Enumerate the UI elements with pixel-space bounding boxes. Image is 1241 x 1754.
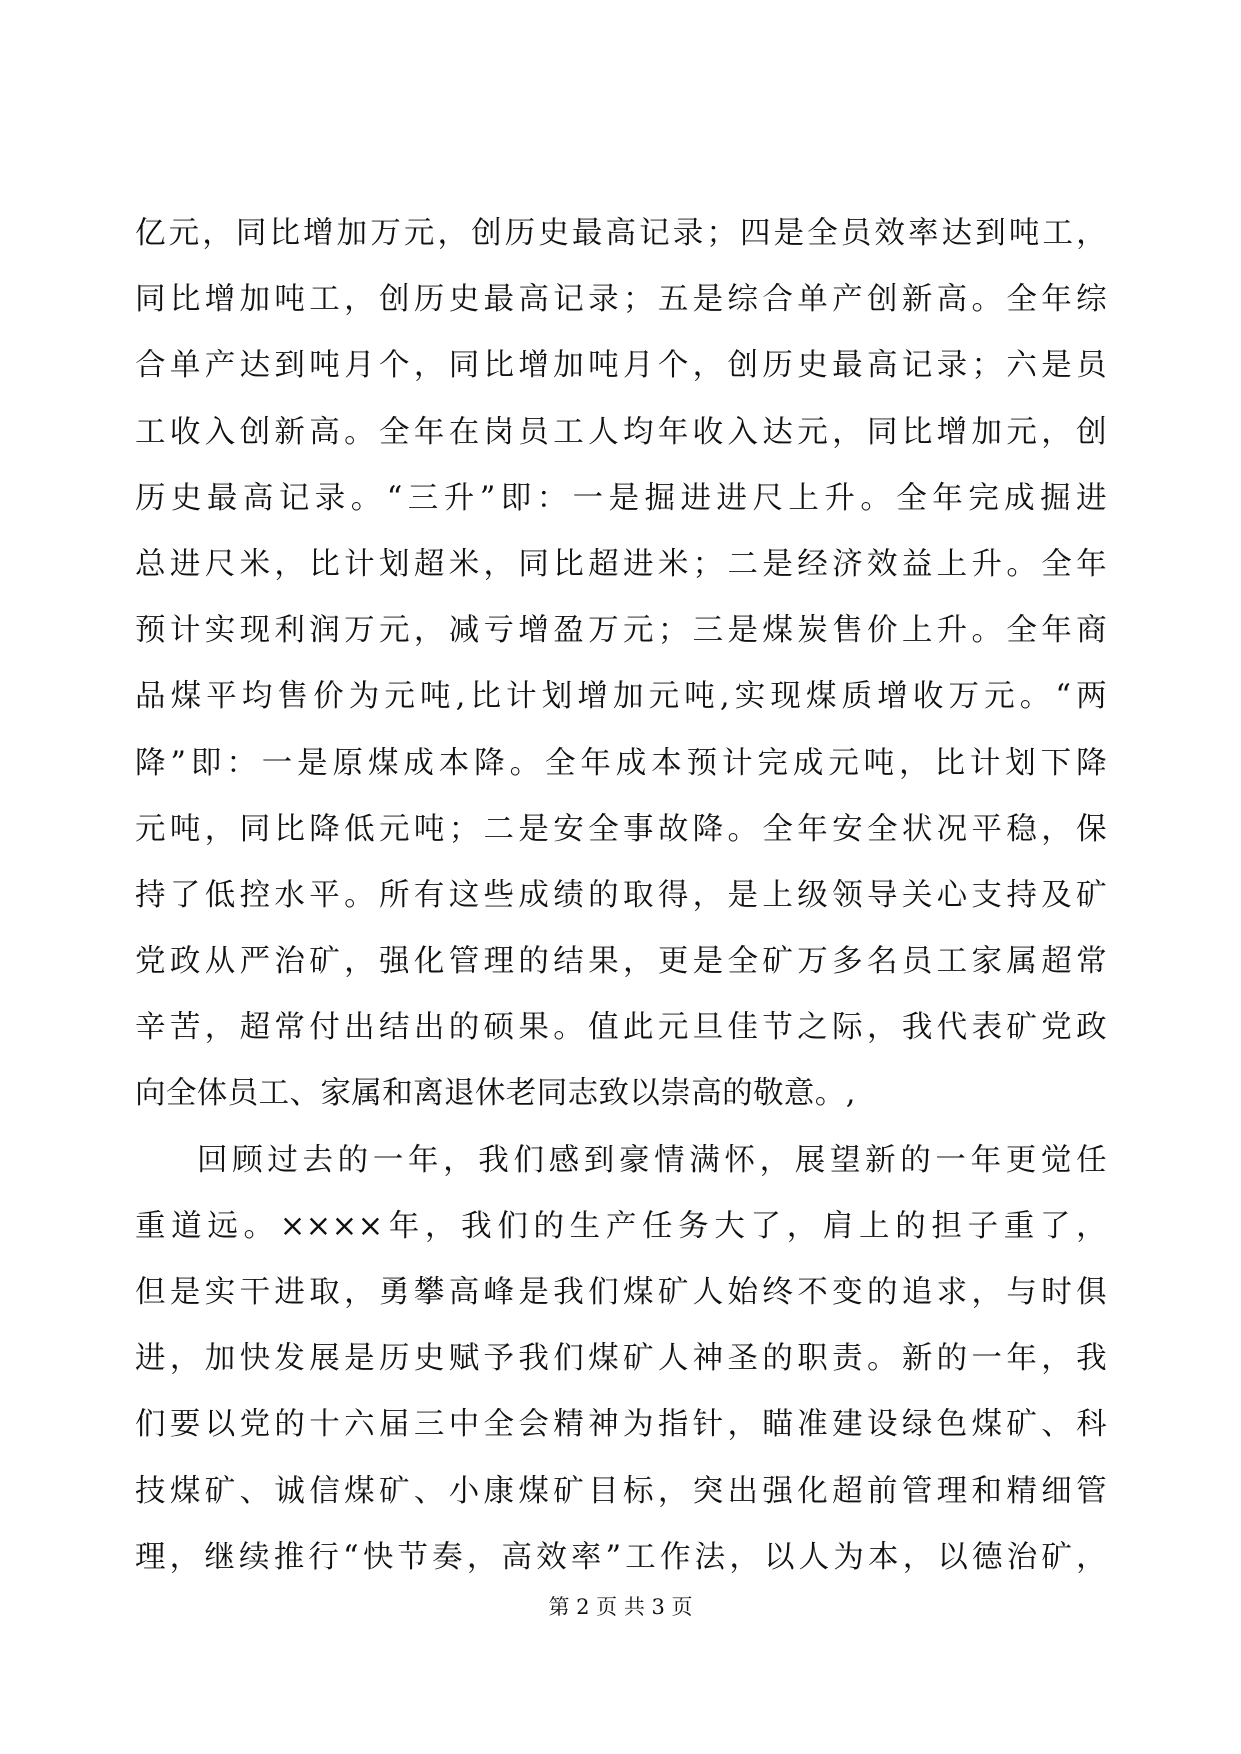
text-line: 历史最高记录。“三升”即：一是掘进进尺上升。全年完成掘进 — [135, 480, 1107, 516]
text-line: 们要以党的十六届三中全会精神为指针，瞄准建设绿色煤矿、科 — [135, 1407, 1107, 1443]
text-line: 元吨，同比降低元吨；二是安全事故降。全年安全状况平稳，保 — [135, 811, 1107, 847]
text-line: 向全体员工、家属和离退休老同志致以崇高的敬意。, — [135, 1076, 856, 1112]
text-line: 党政从严治矿，强化管理的结果，更是全矿万多名员工家属超常 — [135, 944, 1107, 980]
text-line: 重道远。××××年，我们的生产任务大了，肩上的担子重了， — [135, 1208, 1107, 1244]
text-line: 进，加快发展是历史赋予我们煤矿人神圣的职责。新的一年，我 — [135, 1341, 1107, 1377]
text-line: 工收入创新高。全年在岗员工人均年收入达元，同比增加元，创 — [135, 414, 1107, 450]
document-body — [135, 201, 1107, 1591]
text-line: 预计实现利润万元，减亏增盈万元；三是煤炭售价上升。全年商 — [135, 613, 1107, 649]
text-line: 理，继续推行“快节奏，高效率”工作法，以人为本，以德治矿， — [135, 1539, 1107, 1575]
text-line: 持了低控水平。所有这些成绩的取得，是上级领导关心支持及矿 — [135, 877, 1107, 913]
text-line: 降”即：一是原煤成本降。全年成本预计完成元吨，比计划下降 — [135, 745, 1107, 781]
text-line: 亿元，同比增加万元，创历史最高记录；四是全员效率达到吨工， — [135, 216, 1107, 251]
page-number-footer: 第 2 页 共 3 页 — [548, 1595, 693, 1619]
text-line: 技煤矿、诚信煤矿、小康煤矿目标，突出强化超前管理和精细管 — [135, 1473, 1107, 1509]
text-line: 同比增加吨工，创历史最高记录；五是综合单产创新高。全年综 — [135, 282, 1107, 318]
paragraph-first-line: 回顾过去的一年，我们感到豪情满怀，展望新的一年更觉任 — [197, 1142, 1107, 1178]
text-line: 但是实干进取，勇攀高峰是我们煤矿人始终不变的追求，与时俱 — [135, 1275, 1107, 1310]
text-line: 合单产达到吨月个，同比增加吨月个，创历史最高记录；六是员 — [135, 348, 1107, 384]
text-line: 辛苦，超常付出结出的硕果。值此元旦佳节之际，我代表矿党政 — [135, 1010, 1107, 1046]
text-line: 品煤平均售价为元吨,比计划增加元吨,实现煤质增收万元。“两 — [135, 679, 1107, 715]
text-line: 总进尺米，比计划超米，同比超进米；二是经济效益上升。全年 — [135, 546, 1107, 582]
